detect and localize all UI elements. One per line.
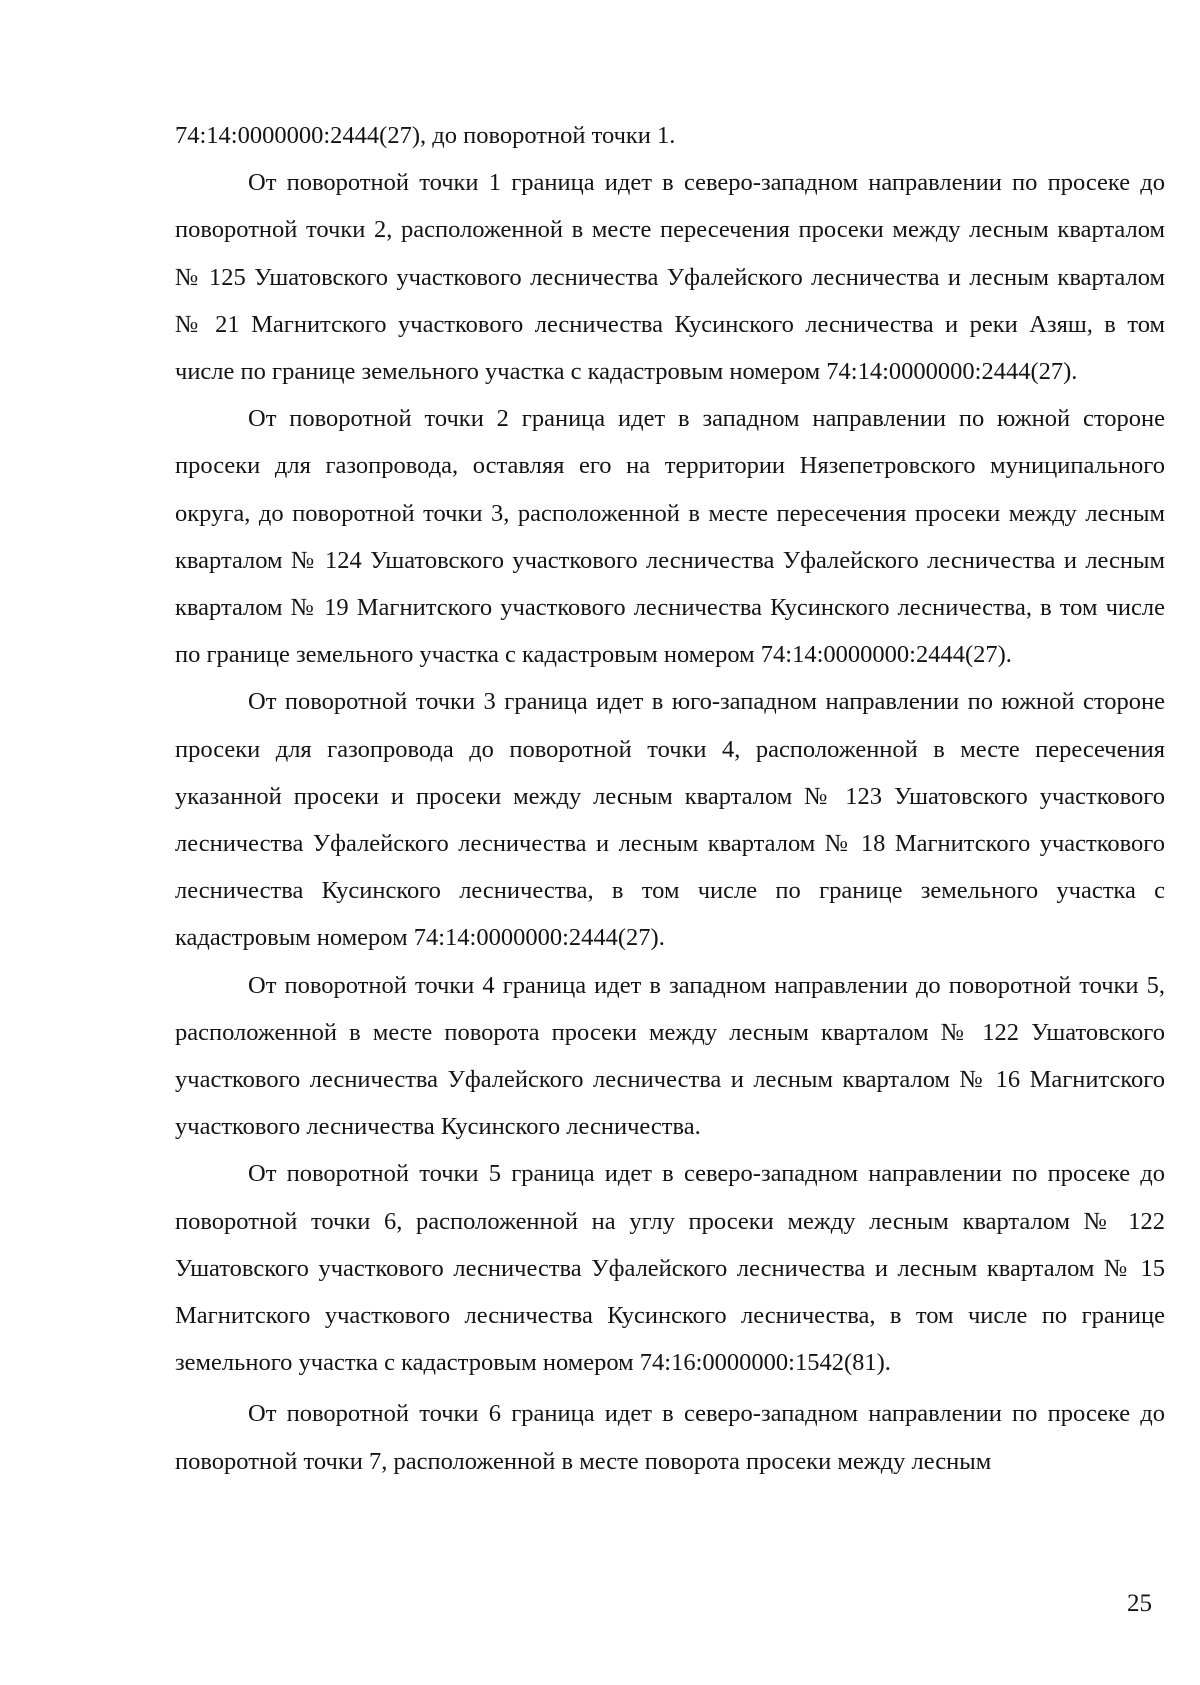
paragraph-point-6: От поворотной точки 6 граница идет в северо-западном направлении по просеке до поворотной точки 7, расположенной в месте поворота просеки между лесным xyxy=(175,1400,1165,1475)
document-body xyxy=(175,112,1165,1485)
paragraph-point-3: От поворотной точки 3 граница идет в юго-западном направлении по южной стороне просеки для газопровода до поворотной точки 4, расположенной в месте пересечения указанной просеки и просеки между лесным кварталом № 123 Ушатовского участкового лесничества Уфалейского лесничества и лесным кварталом № 18 Магнитского участкового лесничества Кусинского лесничества, в том числе по границе земельного участка с кадастровым номером 74:14:0000000:2444(27). xyxy=(175,688,1165,952)
paragraph-point-5: От поворотной точки 5 граница идет в северо-западном направлении по просеке до поворотной точки 6, расположенной на углу просеки между лесным кварталом № 122 Ушатовского участкового лесничества Уфалейского лесничества и лесным кварталом № 15 Магнитского участкового лесничества Кусинского лесничества, в том числе по границе земельного участка с кадастровым номером 74:16:0000000:1542(81). xyxy=(175,1160,1165,1377)
paragraph-point-2: От поворотной точки 2 граница идет в западном направлении по южной стороне просеки для газопровода, оставляя его на территории Нязепетровского муниципального округа, до поворотной точки 3, расположенной в месте пересечения просеки между лесным кварталом № 124 Ушатовского участкового лесничества Уфалейского лесничества и лесным кварталом № 19 Магнитского участкового лесничества Кусинского лесничества, в том числе по границе земельного участка с кадастровым номером 74:14:0000000:2444(27). xyxy=(175,405,1165,669)
paragraph-point-4: От поворотной точки 4 граница идет в западном направлении до поворотной точки 5, расположенной в месте поворота просеки между лесным кварталом № 122 Ушатовского участкового лесничества Уфалейского лесничества и лесным кварталом № 16 Магнитского участкового лесничества Кусинского лесничества. xyxy=(175,971,1165,1141)
paragraph-continuation: 74:14:0000000:2444(27), до поворотной точки 1. xyxy=(175,122,676,149)
paragraph-point-1: От поворотной точки 1 граница идет в северо-западном направлении по просеке до поворотной точки 2, расположенной в месте пересечения просеки между лесным кварталом № 125 Ушатовского участкового лесничества Уфалейского лесничества и лесным кварталом № 21 Магнитского участкового лесничества Кусинского лесничества и реки Азяш, в том числе по границе земельного участка с кадастровым номером 74:14:0000000:2444(27). xyxy=(175,169,1165,386)
page-number: 25 xyxy=(1127,1590,1152,1617)
